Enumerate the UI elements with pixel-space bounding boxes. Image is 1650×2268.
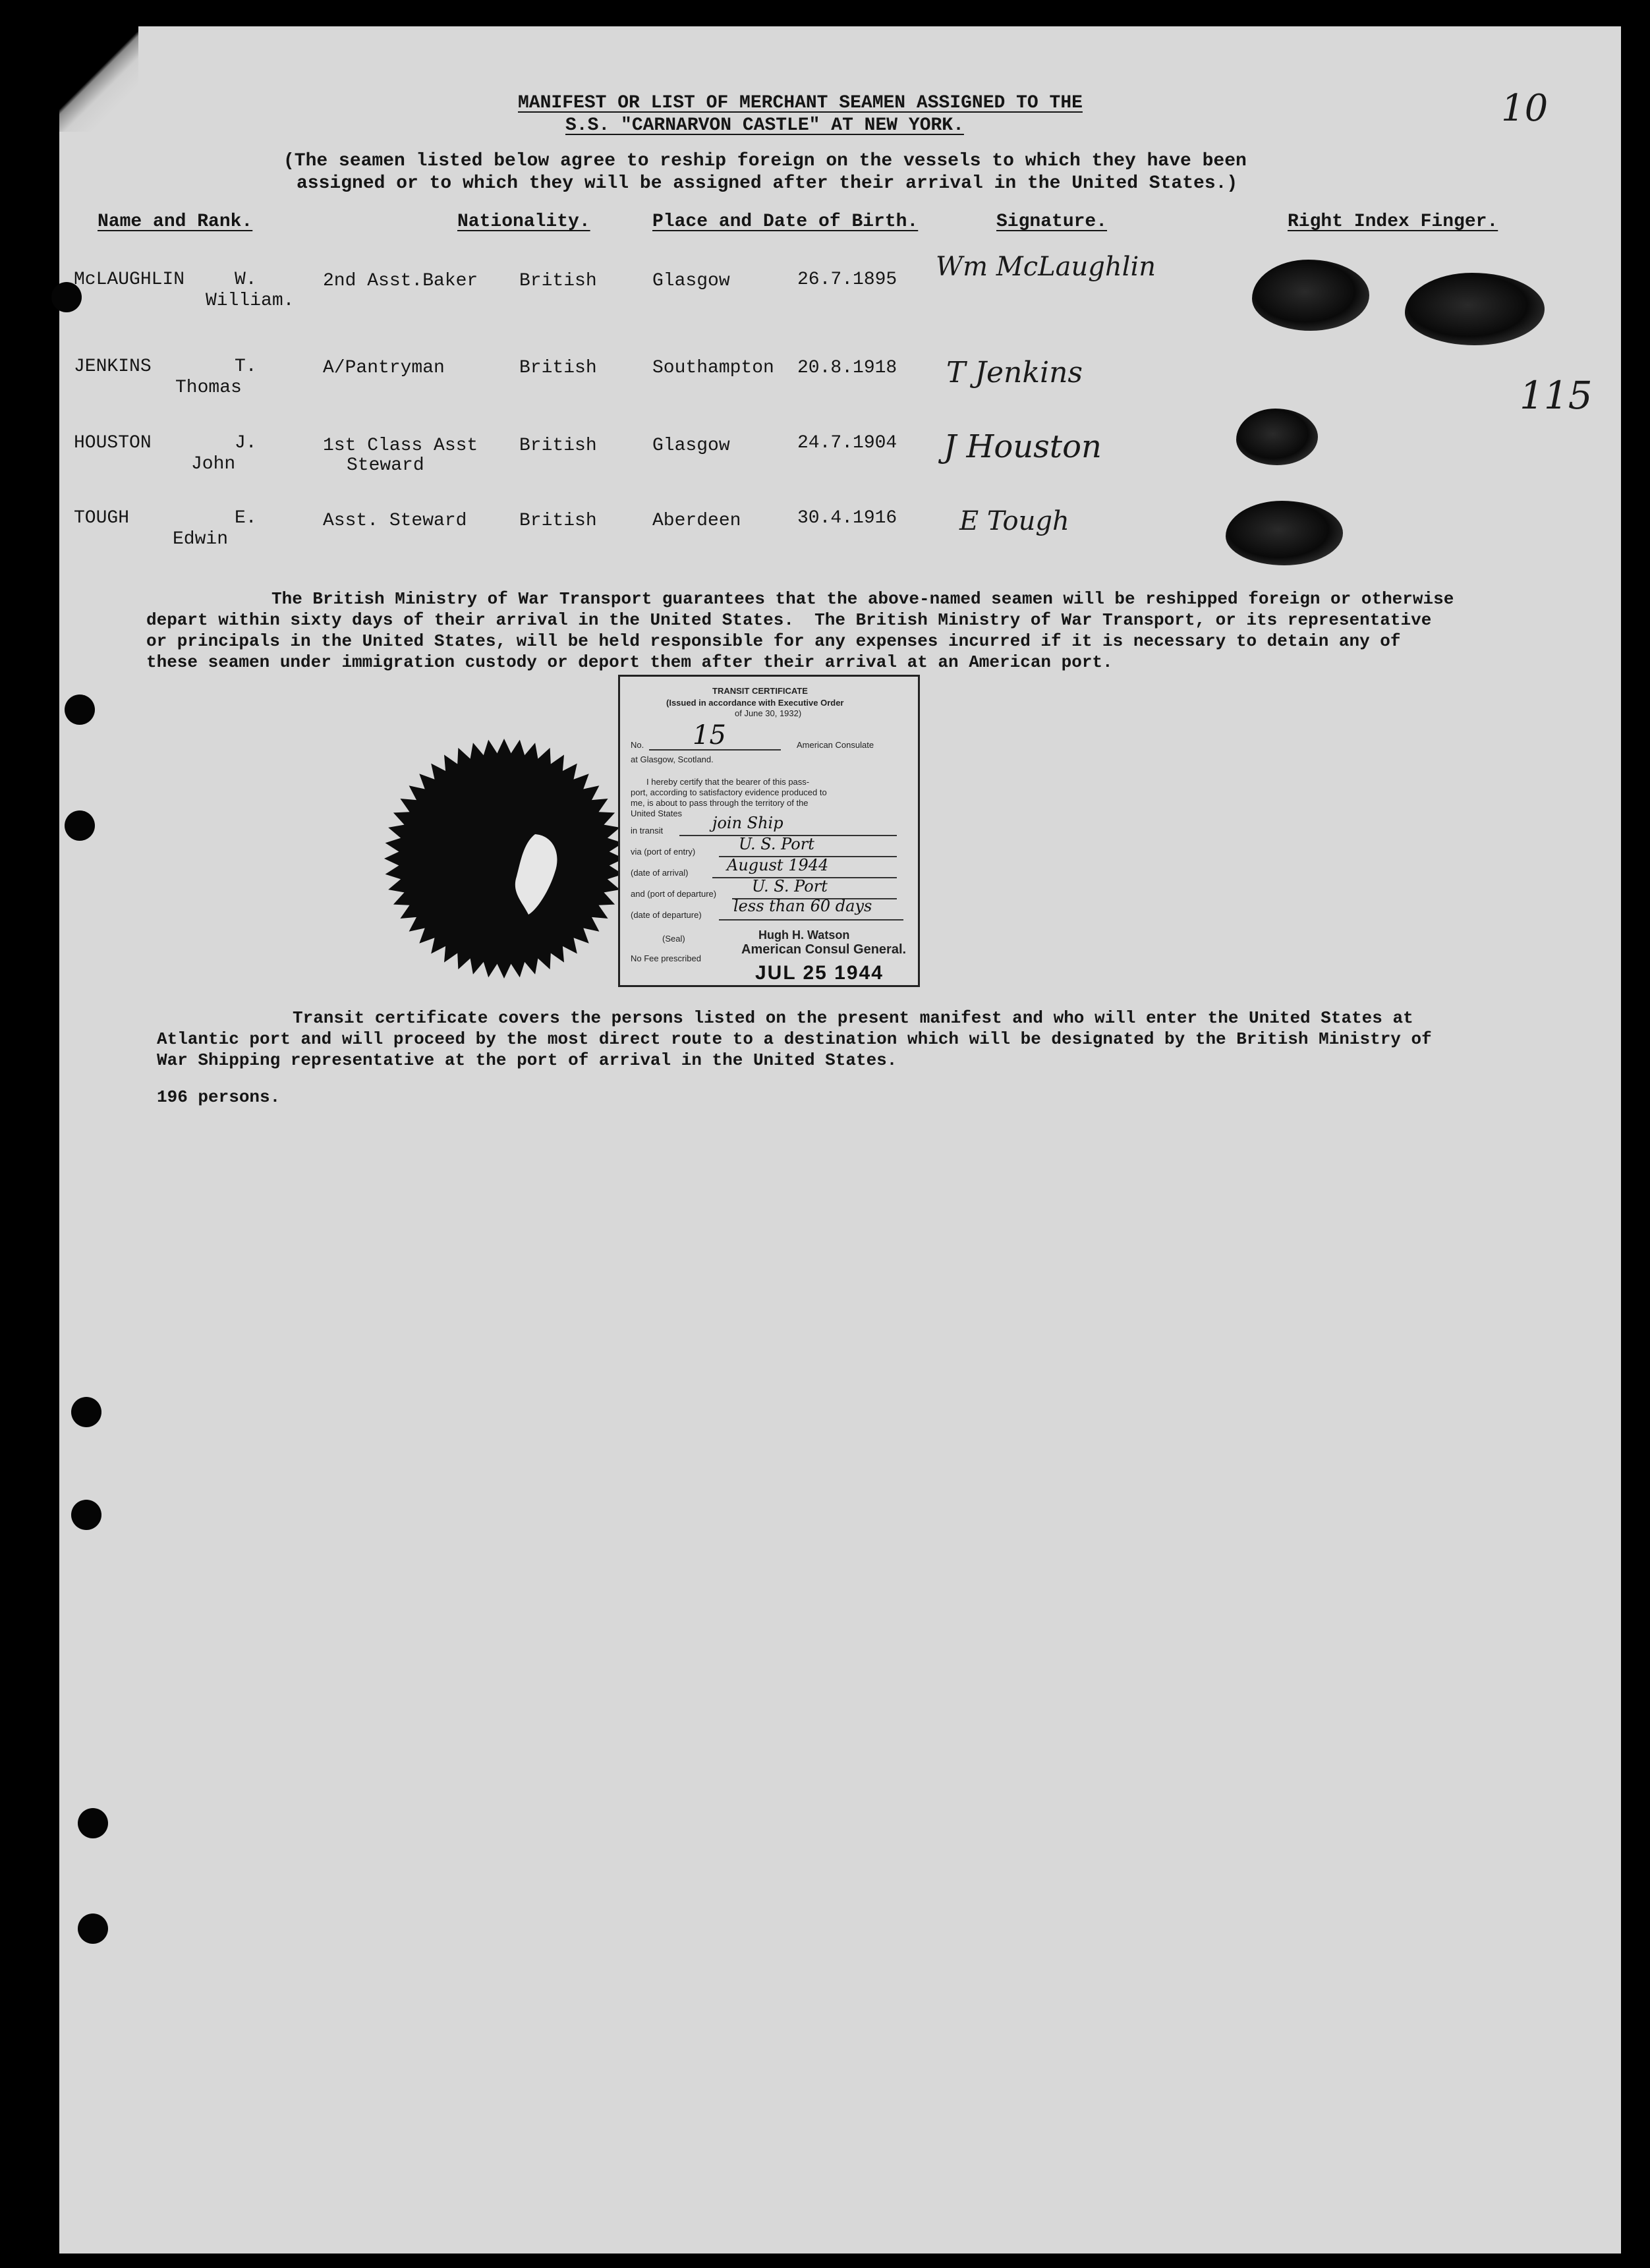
cert-port-entry-value: U. S. Port <box>739 835 814 853</box>
seaman-birthdate: 30.4.1916 <box>797 508 897 528</box>
seaman-rank: A/Pantryman <box>323 358 445 378</box>
seaman-given: John <box>191 454 236 474</box>
guarantee-line: The British Ministry of War Transport guarantees that the above-named seamen will be reshipped foreign or otherwise <box>271 589 1454 609</box>
seaman-birthplace: Southampton <box>652 358 774 378</box>
cert-no-value: 15 <box>693 720 726 751</box>
seaman-signature: E Tough <box>959 506 1069 536</box>
cert-subheading: (Issued in accordance with Executive Order <box>666 698 844 708</box>
seaman-birthdate: 24.7.1904 <box>797 433 897 453</box>
title-line-2: S.S. "CARNARVON CASTLE" AT NEW YORK. <box>565 115 964 136</box>
cert-location: at Glasgow, Scotland. <box>631 754 714 764</box>
cert-port-departure-label: and (port of departure) <box>631 889 717 899</box>
fingerprint <box>1405 273 1545 345</box>
punch-hole <box>65 695 95 725</box>
subtitle-line-1: (The seamen listed below agree to reship foreign on the vessels to which they have been <box>283 151 1247 171</box>
cert-consul-title: American Consul General. <box>741 942 907 957</box>
cert-date-departure-value: less than 60 days <box>733 897 872 915</box>
seaman-rank: Asst. Steward <box>323 511 467 531</box>
seaman-given: Thomas <box>175 378 242 398</box>
guarantee-line: or principals in the United States, will be held responsible for any expenses incurred if it is necessary to detain any of <box>146 631 1401 651</box>
cert-body: United States <box>631 808 683 818</box>
page-number: 10 <box>1501 87 1549 130</box>
seaman-birthplace: Aberdeen <box>652 511 741 531</box>
seaman-birthdate: 20.8.1918 <box>797 358 897 378</box>
cert-date-arrival-label: (date of arrival) <box>631 868 689 878</box>
cert-body: I hereby certify that the bearer of this pass- <box>646 777 810 787</box>
cert-date-departure-label: (date of departure) <box>631 910 702 920</box>
consular-seal <box>382 737 626 980</box>
seaman-birthdate: 26.7.1895 <box>797 269 897 290</box>
transit-note-line: Atlantic port and will proceed by the most direct route to a destination which will be designated by the British Ministry of <box>157 1029 1432 1049</box>
seaman-surname: McLAUGHLIN <box>74 269 185 290</box>
subtitle-line-2: assigned or to which they will be assigned after their arrival in the United States.) <box>297 173 1238 194</box>
col-signature: Signature. <box>996 212 1108 232</box>
seaman-signature: T Jenkins <box>946 356 1083 389</box>
cert-heading: TRANSIT CERTIFICATE <box>712 686 808 696</box>
cert-no-label: No. <box>631 740 644 750</box>
cert-port-entry-label: via (port of entry) <box>631 847 696 857</box>
margin-note: 115 <box>1520 373 1593 418</box>
cert-transit-label: in transit <box>631 826 664 836</box>
seaman-nationality: British <box>519 271 597 291</box>
seaman-signature: Wm McLaughlin <box>936 252 1156 282</box>
col-nationality: Nationality. <box>457 212 590 232</box>
cert-consulate: American Consulate <box>797 740 874 750</box>
seaman-surname: JENKINS <box>74 356 152 377</box>
col-finger: Right Index Finger. <box>1288 212 1498 232</box>
seaman-rank-line-2: Steward <box>347 455 424 476</box>
seaman-surname: HOUSTON <box>74 433 152 453</box>
seaman-initial: T. <box>235 356 257 377</box>
punch-hole <box>65 810 95 841</box>
seaman-surname: TOUGH <box>74 508 130 528</box>
date-stamp: JUL 25 1944 <box>755 962 884 984</box>
punch-hole <box>71 1500 101 1530</box>
cert-transit-value: join Ship <box>712 814 783 832</box>
punch-hole <box>71 1397 101 1427</box>
col-name-rank: Name and Rank. <box>98 212 253 232</box>
seaman-rank: 1st Class Asst <box>323 436 478 456</box>
punch-hole <box>78 1914 108 1944</box>
seaman-initial: J. <box>235 433 257 453</box>
cert-fee: No Fee prescribed <box>631 953 701 963</box>
seaman-rank: 2nd Asst.Baker <box>323 271 478 291</box>
transit-certificate <box>618 675 920 987</box>
seaman-initial: W. <box>235 269 257 290</box>
seaman-nationality: British <box>519 436 597 456</box>
guarantee-line: depart within sixty days of their arrival in the United States. The British Ministry of War Transport, or its representative <box>146 610 1432 630</box>
total-persons: 196 persons. <box>157 1087 281 1107</box>
seaman-signature: J Houston <box>944 428 1102 465</box>
cert-port-departure-value: U. S. Port <box>752 877 828 895</box>
cert-body: me, is about to pass through the territory of the <box>631 798 809 808</box>
cert-seal-label: (Seal) <box>662 934 685 944</box>
seaman-given: William. <box>206 291 295 311</box>
seaman-given: Edwin <box>173 529 229 550</box>
fingerprint <box>1226 501 1343 565</box>
cert-subheading: of June 30, 1932) <box>735 708 802 718</box>
seaman-nationality: British <box>519 511 597 531</box>
title-line-1: MANIFEST OR LIST OF MERCHANT SEAMEN ASSIGNED TO THE <box>518 93 1083 113</box>
guarantee-line: these seamen under immigration custody or deport them after their arrival at an American port. <box>146 652 1113 672</box>
col-birth: Place and Date of Birth. <box>652 212 919 232</box>
seaman-nationality: British <box>519 358 597 378</box>
seaman-birthplace: Glasgow <box>652 271 730 291</box>
fingerprint <box>1236 409 1318 465</box>
transit-note-line: War Shipping representative at the port of arrival in the United States. <box>157 1050 897 1070</box>
cert-body: port, according to satisfactory evidence produced to <box>631 787 827 797</box>
punch-hole <box>78 1808 108 1838</box>
fingerprint <box>1252 260 1369 331</box>
torn-corner <box>59 26 138 132</box>
seaman-initial: E. <box>235 508 257 528</box>
transit-note-line: Transit certificate covers the persons listed on the present manifest and who will enter the United States at <box>293 1008 1413 1028</box>
cert-consul-name: Hugh H. Watson <box>758 928 850 942</box>
seaman-birthplace: Glasgow <box>652 436 730 456</box>
cert-date-arrival-value: August 1944 <box>727 856 829 874</box>
